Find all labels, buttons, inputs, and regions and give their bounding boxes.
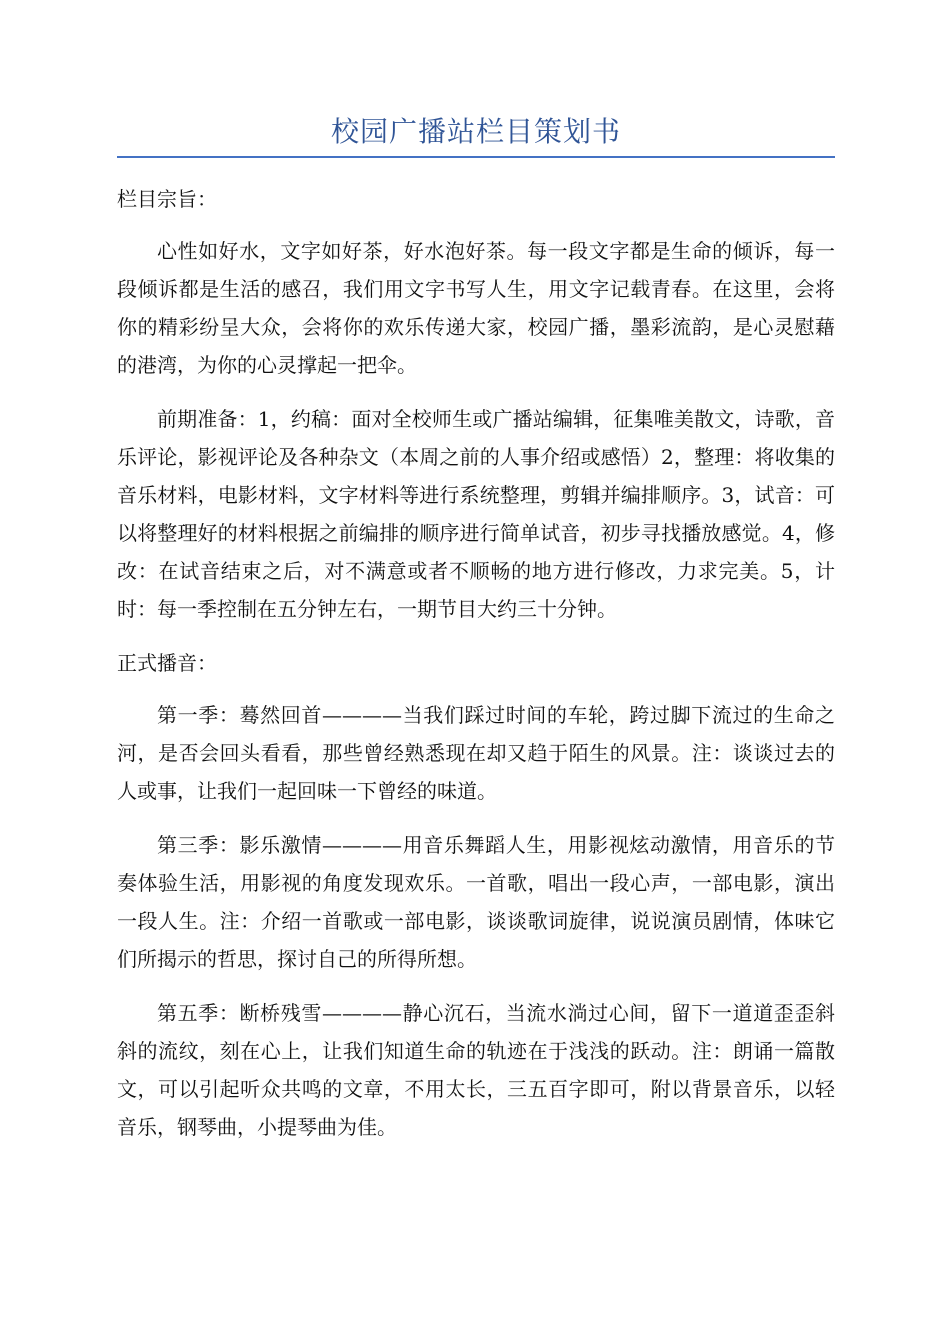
document-title: 校园广播站栏目策划书 — [117, 110, 835, 158]
season-1-paragraph: 第一季：蓦然回首————当我们踩过时间的车轮，跨过脚下流过的生命之河，是否会回头看看，那些曾经熟悉现在却又趋于陌生的风景。注：谈谈过去的人或事，让我们一起回味一下曾经的味道。 — [117, 703, 835, 803]
purpose-paragraph: 心性如好水，文字如好茶，好水泡好茶。每一段文字都是生命的倾诉，每一段倾诉都是生活的感召，我们用文字书写人生，用文字记载青春。在这里，会将你的精彩纷呈大众，会将你的欢乐传递大家，校园广播，墨彩流韵，是心灵慰藉的港湾，为你的心灵撑起一把伞。 — [117, 239, 835, 377]
season-3-paragraph: 第三季：影乐激情————用音乐舞蹈人生，用影视炫动激情，用音乐的节奏体验生活，用影视的角度发现欢乐。一首歌，唱出一段心声，一部电影，演出一段人生。注：介绍一首歌或一部电影，谈谈歌词旋律，说说演员剧情，体味它们所揭示的哲思，探讨自己的所得所想。 — [117, 833, 835, 971]
section-label-broadcast: 正式播音： — [117, 651, 217, 675]
section-label-purpose: 栏目宗旨： — [117, 187, 217, 211]
season-5-paragraph: 第五季：断桥残雪————静心沉石，当流水淌过心间，留下一道道歪歪斜斜的流纹，刻在心上，让我们知道生命的轨迹在于浅浅的跃动。注：朗诵一篇散文，可以引起听众共鸣的文章，不用太长，三五百字即可，附以背景音乐，以轻音乐，钢琴曲，小提琴曲为佳。 — [117, 1001, 835, 1139]
document-page — [117, 110, 835, 1162]
preparation-paragraph: 前期准备：1，约稿：面对全校师生或广播站编辑，征集唯美散文，诗歌，音乐评论，影视评论及各种杂文（本周之前的人事介绍或感悟）2，整理：将收集的音乐材料，电影材料，文字材料等进行系统整理，剪辑并编排顺序。3，试音：可以将整理好的材料根据之前编排的顺序进行简单试音，初步寻找播放感觉。4，修改：在试音结束之后，对不满意或者不顺畅的地方进行修改，力求完美。5，计时：每一季控制在五分钟左右，一期节目大约三十分钟。 — [117, 407, 835, 621]
